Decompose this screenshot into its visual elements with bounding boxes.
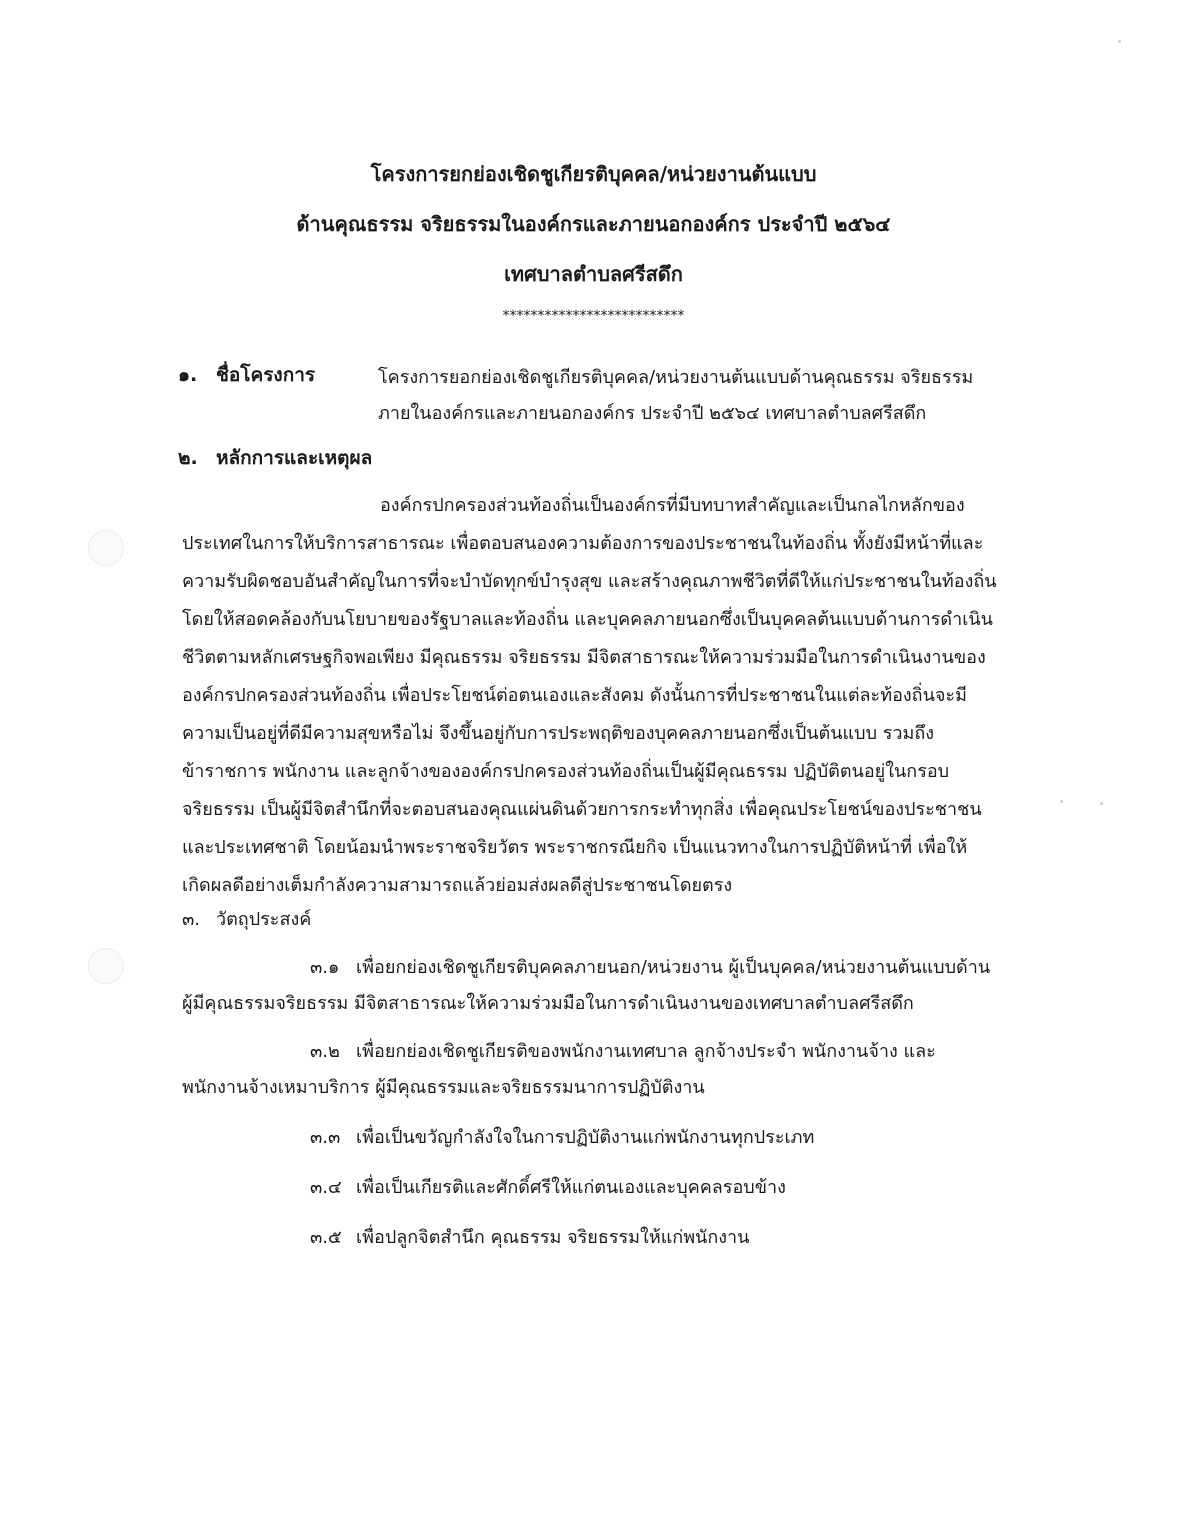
section2-number: ๒. [178, 447, 198, 469]
objective-text-line2: ผู้มีคุณธรรมจริยธรรม มีจิตสาธารณะให้ความร่วมมือในการดำเนินงานของเทศบาลตำบลศรีสดึก [182, 993, 914, 1014]
objective-number: ๓.๔ [310, 1177, 342, 1198]
section1-label: ชื่อโครงการ [216, 364, 316, 386]
scan-speck [1100, 802, 1103, 805]
section2-paragraph-line: องค์กรปกครองส่วนท้องถิ่น เพื่อประโยชน์ต่อตนเองและสังคม ดังนั้นการที่ประชาชนในแต่ละท้องถิ่นจะมี [182, 685, 967, 706]
objective-number: ๓.๓ [310, 1127, 341, 1148]
section3-label: วัตถุประสงค์ [216, 909, 312, 930]
section2-paragraph-line: ข้าราชการ พนักงาน และลูกจ้างขององค์กรปกครองส่วนท้องถิ่นเป็นผู้มีคุณธรรม ปฏิบัติตนอยู่ในกรอบ [182, 761, 950, 782]
section2-paragraph-line: จริยธรรม เป็นผู้มีจิตสำนึกที่จะตอบสนองคุณแผ่นดินด้วยการกระทำทุกสิ่ง เพื่อคุณประโยชน์ของประชาชน [182, 799, 982, 820]
objective-number: ๓.๑ [310, 957, 340, 978]
document-title-line2: ด้านคุณธรรม จริยธรรมในองค์กรและภายนอกองค์กร ประจำปี ๒๕๖๔ [296, 212, 891, 236]
objective-text-line1: เพื่อยกย่องเชิดชูเกียรติบุคคลภายนอก/หน่วยงาน ผู้เป็นบุคคล/หน่วยงานต้นแบบด้าน [356, 957, 991, 978]
section2-paragraph-line: โดยให้สอดคล้องกับนโยบายของรัฐบาลและท้องถิ่น และบุคคลภายนอกซึ่งเป็นบุคคลต้นแบบด้านการดำเนิน [182, 609, 993, 630]
objective-text-line1: เพื่อยกย่องเชิดชูเกียรติของพนักงานเทศบาล ลูกจ้างประจำ พนักงานจ้าง และ [356, 1041, 936, 1062]
section2-paragraph-line: ความเป็นอยู่ที่ดีมีความสุขหรือไม่ จึงขึ้นอยู่กับการประพฤติของบุคคลภายนอกซึ่งเป็นต้นแบบ รวมถึง [182, 723, 935, 744]
objective-text-line1: เพื่อเป็นเกียรติและศักดิ์ศรีให้แก่ตนเองและบุคคลรอบข้าง [356, 1177, 786, 1198]
objective-text-line1: เพื่อเป็นขวัญกำลังใจในการปฏิบัติงานแก่พนักงานทุกประเภท [356, 1127, 815, 1148]
scan-speck [1118, 40, 1121, 43]
section2-paragraph-line: ชีวิตตามหลักเศรษฐกิจพอเพียง มีคุณธรรม จริยธรรม มีจิตสาธารณะให้ความร่วมมือในการดำเนินงานของ [182, 647, 986, 668]
title-separator: ************************** [502, 308, 685, 324]
section2-paragraph-line: ประเทศในการให้บริการสาธารณะ เพื่อตอบสนองความต้องการของประชาชนในท้องถิ่น ทั้งยังมีหน้าที่และ [182, 533, 984, 554]
objective-number: ๓.๕ [310, 1227, 342, 1248]
section2-paragraph-line: องค์กรปกครองส่วนท้องถิ่นเป็นองค์กรที่มีบทบาทสำคัญและเป็นกลไกหลักของ [380, 495, 965, 516]
section1-text-line1: โครงการยอกย่องเชิดชูเกียรติบุคคล/หน่วยงานต้นแบบด้านคุณธรรม จริยธรรม [378, 367, 974, 388]
objective-text-line2: พนักงานจ้างเหมาบริการ ผู้มีคุณธรรมและจริยธรรมนาการปฏิบัติงาน [182, 1077, 705, 1098]
scan-speck [1060, 800, 1063, 803]
hole-punch-mark [88, 948, 124, 984]
section3-number: ๓. [182, 909, 201, 930]
section2-paragraph-line: ความรับผิดชอบอันสำคัญในการที่จะบำบัดทุกข์บำรุงสุข และสร้างคุณภาพชีวิตที่ดีให้แก่ประชาชนในท้องถิ่น [182, 571, 997, 592]
hole-punch-mark [88, 530, 124, 566]
document-title-line3: เทศบาลตำบลศรีสดึก [504, 262, 683, 286]
section2-paragraph-line: และประเทศชาติ โดยน้อมนำพระราชจริยวัตร พระราชกรณียกิจ เป็นแนวทางในการปฏิบัติหน้าที่ เพื่อให้ [182, 837, 968, 858]
objective-text-line1: เพื่อปลูกจิตสำนึก คุณธรรม จริยธรรมให้แก่พนักงาน [356, 1227, 750, 1248]
section1-text-line2: ภายในองค์กรและภายนอกองค์กร ประจำปี ๒๕๖๔ เทศบาลตำบลศรีสดึก [378, 403, 927, 424]
objective-number: ๓.๒ [310, 1041, 340, 1062]
section1-number: ๑. [178, 364, 198, 386]
section2-label: หลักการและเหตุผล [216, 447, 373, 469]
section2-paragraph-line: เกิดผลดีอย่างเต็มกำลังความสามารถแล้วย่อมส่งผลดีสู่ประชาชนโดยตรง [182, 875, 733, 896]
document-title-line1: โครงการยกย่องเชิดชูเกียรติบุคคล/หน่วยงานต้นแบบ [370, 162, 817, 186]
